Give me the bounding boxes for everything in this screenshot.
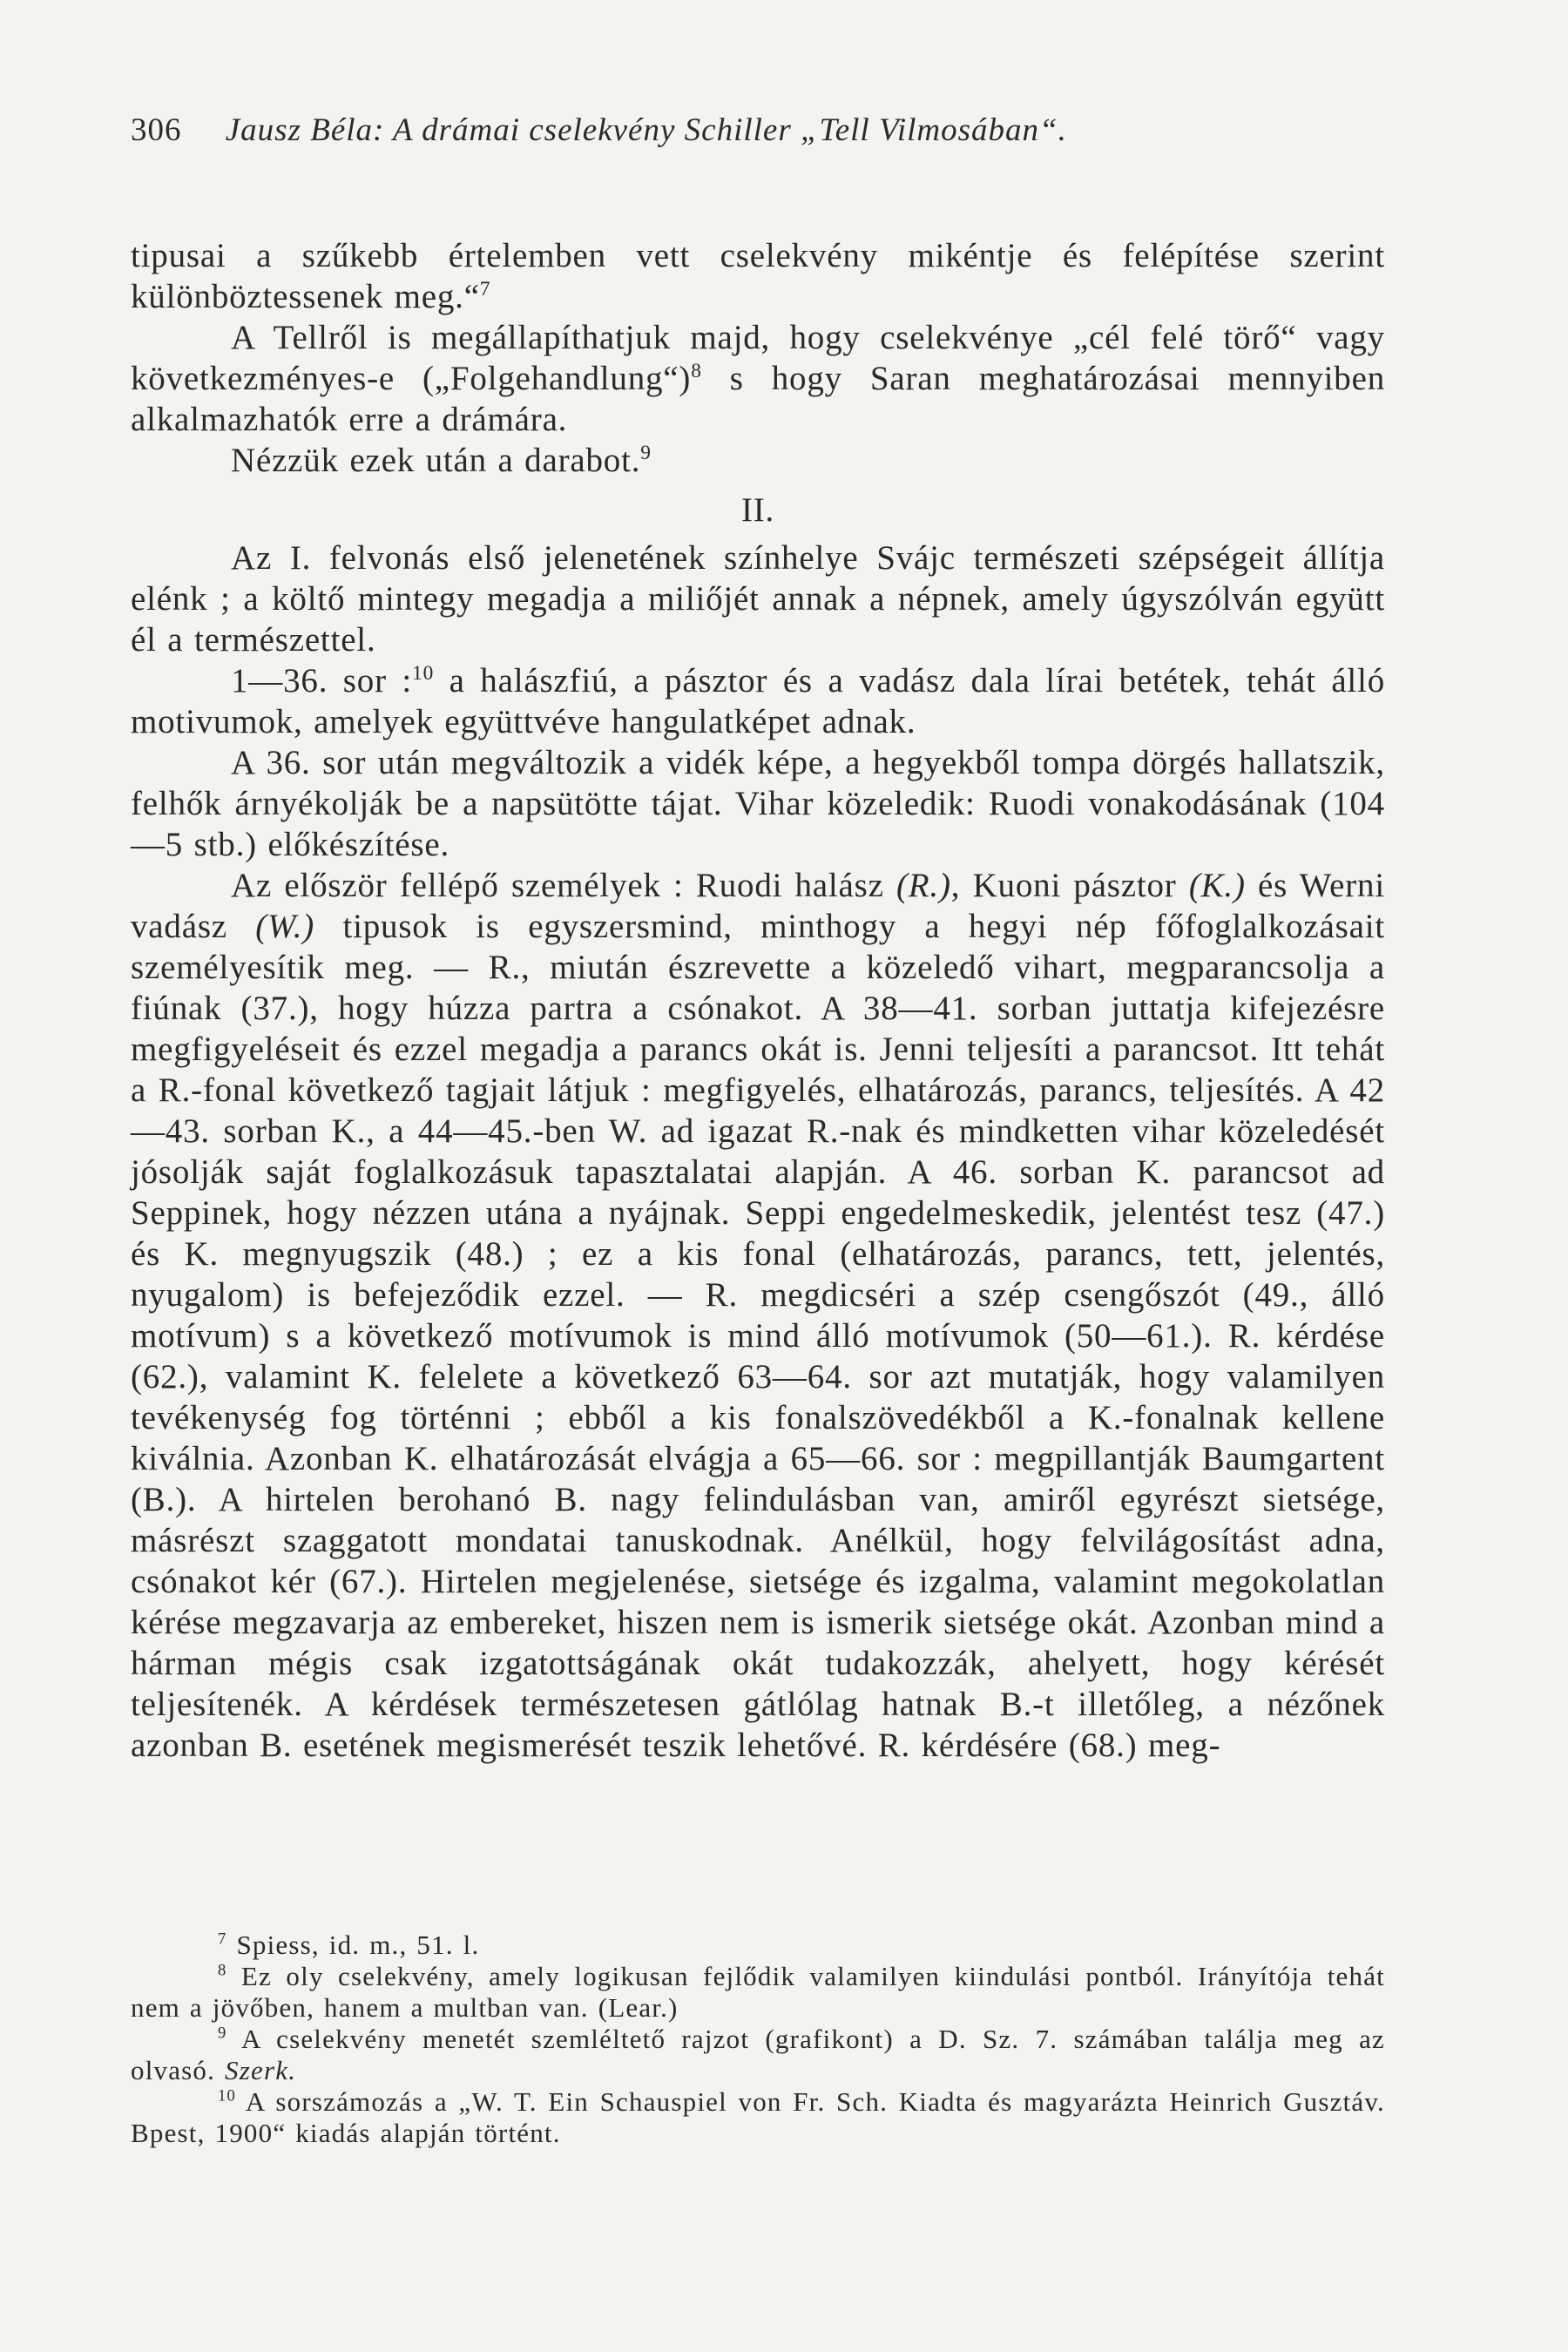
footnote-text: Spiess, id. m., 51. l. (226, 1930, 480, 1960)
paragraph-text: Az először fellépő személyek : Ruodi halász (231, 867, 897, 904)
footnote-text: A sorszámozás a „W. T. Ein Schauspiel von Fr. Sch. Kiadta és magyarázta Heinrich Gusztáv. Bpest, 1900“ kiadás alapján történt. (131, 2086, 1385, 2148)
body-text (131, 235, 1385, 1766)
paragraph (131, 235, 1385, 317)
running-head (131, 112, 1394, 149)
footnote-editor-note: Szerk. (225, 2055, 297, 2085)
footnote-ref: 8 (691, 360, 702, 382)
paragraph (131, 317, 1385, 440)
paragraph (131, 660, 1385, 742)
footnote-ref: 7 (479, 278, 491, 301)
paragraph-text: Nézzük ezek után a darabot. (231, 442, 641, 479)
paragraph-text: a halászfiú, a pásztor és a vadász dala lírai betétek, tehát álló motivumok, amelyek együttvéve hangulatképet adnak. (131, 662, 1386, 740)
footnote-text: A cselekvény menetét szemléltető rajzot (grafikont) a D. Sz. 7. számában találja meg az olvasó. (131, 2024, 1385, 2085)
footnote-ref: 10 (412, 662, 435, 685)
paragraph (131, 537, 1385, 660)
abbrev-werni: (W.) (255, 908, 315, 945)
paragraph (131, 865, 1385, 1766)
footnote (131, 2086, 1385, 2149)
paragraph (131, 742, 1385, 865)
footnote-mark: 8 (218, 1961, 227, 1980)
footnotes (131, 1930, 1385, 2149)
footnote-text: Ez oly cselekvény, amely logikusan fejlődik valamilyen kiindulási pontból. Irányítója tehát nem a jövőben, hanem a multban van. (Lear.) (131, 1961, 1385, 2023)
footnote-mark: 9 (218, 2024, 227, 2043)
paragraph-text: A 36. sor után megváltozik a vidék képe, a hegyekből tompa dörgés hallatszik, felhők árnyékolják be a napsütötte tájat. Vihar közeledik: Ruodi vonakodásának (104—5 stb.) előkészítése. (131, 744, 1385, 863)
footnote-mark: 10 (218, 2086, 236, 2105)
footnote (131, 2024, 1385, 2086)
page-number: 306 (131, 112, 182, 148)
running-title: Jausz Béla: A drámai cselekvény Schiller „Tell Vilmosában“. (225, 112, 1067, 148)
footnote (131, 1961, 1385, 2024)
paragraph-text: tipusai a szűkebb értelemben vett cselekvény mikéntje és felépítése szerint különböztessenek meg.“ (131, 237, 1385, 315)
paragraph-text: , Kuoni pásztor (950, 867, 1189, 904)
section-heading: II. (740, 491, 775, 529)
footnote-ref: 9 (640, 442, 652, 464)
footnote (131, 1930, 1385, 1961)
paragraph-text: tipusok is egyszersmind, minthogy a hegyi nép főfoglalkozásait személyesítik meg. — R., miután észrevette a közeledő vihart, megparancsolja a fiúnak (37.), hogy húzza partra a csónakot. A 38—41. sorban juttatja kifejezésre megfigyeléseit és ezzel megadja a parancs okát is. Jenni teljesíti a parancsot. Itt tehát a R.-fonal következő tagjait látjuk : megfigyelés, elhatározás, parancs, teljesítés. A 42—43. sorban K., a 44—45.-ben W. ad igazat R.-nak és mindketten vihar közeledését jósolják saját foglalkozásuk tapasztalatai alapján. A 46. sorban K. parancsot ad Seppinek, hogy nézzen utána a nyájnak. Seppi engedelmeskedik, jelentést tesz (47.) és K. megnyugszik (48.) ; ez a kis fonal (elhatározás, parancs, tett, jelentés, nyugalom) is befejeződik ezzel. — R. megdicséri a szép csengőszót (49., álló motívum) s a következő motívumok is mind álló motívumok (50—61.). R. kérdése (62.), valamint K. felelete a következő 63—64. sor azt mutatják, hogy valamilyen tevékenység fog történni ; ebből a kis fonalszövedékből a K.-fonalnak kellene kiválnia. Azonban K. elhatározását elvágja a 65—66. sor : megpillantják Baumgartent (B.). A hirtelen berohanó B. nagy felindulásban van, amiről egyrészt sietsége, másrészt szaggatott mondatai tanuskodnak. Anélkül, hogy felvilágosítást adna, csónakot kér (67.). Hirtelen megjelenése, sietsége és izgalma, valamint megokolatlan kérése megzavarja az embereket, hiszen nem is ismerik sietsége okát. Azonban mind a hárman mégis csak izgatottságának okát tudakozzák, ahelyett, hogy kérését teljesítenék. A kérdések természetesen gátlólag hatnak B.-t illetőleg, a nézőnek azonban B. esetének megismerését teszik lehetővé. R. kérdésére (68.) meg- (131, 908, 1385, 1764)
paragraph-text: 1—36. sor : (231, 662, 413, 700)
paragraph-text: s hogy Saran meghatározásai mennyiben alkalmazhatók erre a drámára. (131, 360, 1385, 438)
footnote-mark: 7 (218, 1930, 227, 1949)
paragraph-text: és Werni vadász (131, 867, 1385, 945)
abbrev-ruodi: (R.) (896, 867, 951, 904)
paragraph-text: Az I. felvonás első jelenetének színhelye Svájc természeti szépségeit állítja elénk ; a költő mintegy megadja a miliőjét annak a népnek, amely úgyszólván együtt él a természettel. (131, 539, 1385, 659)
paragraph-text: A Tellről is megállapíthatjuk majd, hogy cselekvénye „cél felé törő“ vagy következményes-e („Folgehandlung“) (131, 319, 1385, 397)
abbrev-kuoni: (K.) (1188, 867, 1246, 904)
paragraph (131, 440, 1385, 481)
